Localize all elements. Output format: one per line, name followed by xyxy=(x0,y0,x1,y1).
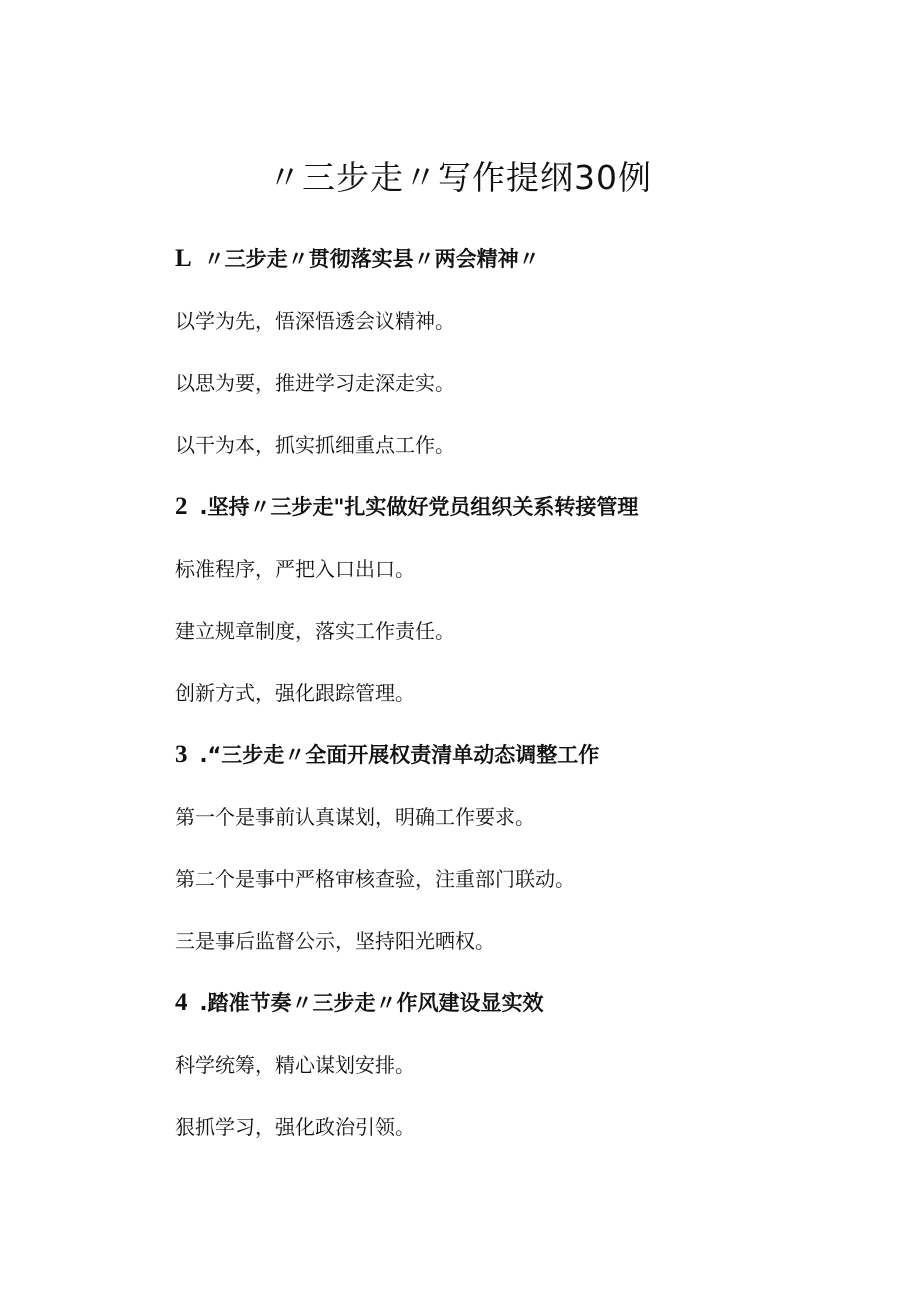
section-2 xyxy=(175,488,795,712)
section-4 xyxy=(175,984,795,1146)
section-item: 创新方式，强化跟踪管理。 xyxy=(175,681,415,705)
section-item: 建立规章制度，落实工作责任。 xyxy=(175,619,455,643)
section-heading xyxy=(175,240,795,278)
section-item: 第二个是事中严格审核查验，注重部门联动。 xyxy=(175,867,575,891)
section-heading xyxy=(175,736,795,774)
section-item: 第一个是事前认真谋划，明确工作要求。 xyxy=(175,805,535,829)
section-heading xyxy=(175,488,795,526)
section-number: 4 xyxy=(175,989,188,1016)
section-item: 以干为本，抓实抓细重点工作。 xyxy=(175,433,455,457)
section-item: 以学为先，悟深悟透会议精神。 xyxy=(175,309,455,333)
section-item: 标准程序，严把入口出口。 xyxy=(175,557,415,581)
section-3 xyxy=(175,736,795,960)
document-title: 〃三步走〃写作提纲30例 xyxy=(268,158,652,197)
section-heading xyxy=(175,984,795,1022)
section-heading-text: .坚持〃三步走"扎实做好党员组织关系转接管理 xyxy=(199,495,639,519)
section-number: L xyxy=(175,245,192,272)
section-heading-text: 〃三步走〃贯彻落实县〃两会精神〃 xyxy=(203,247,540,271)
document-body xyxy=(175,240,795,1170)
section-item: 科学统筹，精心谋划安排。 xyxy=(175,1053,415,1077)
section-1 xyxy=(175,240,795,464)
section-item: 以思为要，推进学习走深走实。 xyxy=(175,371,455,395)
section-item: 狠抓学习，强化政治引领。 xyxy=(175,1115,415,1139)
section-heading-text: .踏准节奏〃三步走〃作风建设显实效 xyxy=(199,991,544,1015)
section-item: 三是事后监督公示，坚持阳光晒权。 xyxy=(175,929,495,953)
section-number: 3 xyxy=(175,741,188,768)
section-number: 2 xyxy=(175,493,188,520)
section-heading-text: .“三步走〃全面开展权责清单动态调整工作 xyxy=(199,743,600,767)
